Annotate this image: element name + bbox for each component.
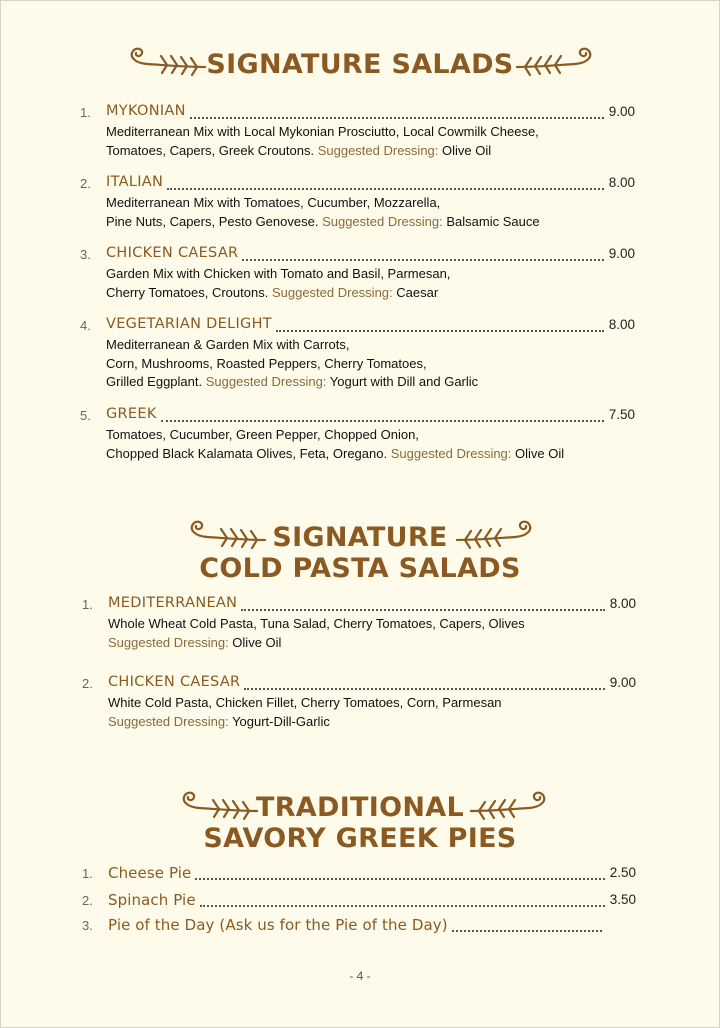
description-text: Balsamic Sauce bbox=[442, 213, 540, 229]
item-name: CHICKEN CAESAR bbox=[106, 245, 239, 261]
description-text: Yogurt-Dill-Garlic bbox=[228, 713, 330, 729]
description-text: Mediterranean & Garden Mix with Carrots, bbox=[106, 337, 350, 352]
item-price: 8.00 bbox=[609, 596, 636, 611]
description-line bbox=[108, 615, 525, 634]
description-text: Cherry Tomatoes, Croutons. bbox=[106, 284, 272, 300]
description-text: Grilled Eggplant. bbox=[106, 374, 206, 389]
item-number: 4. bbox=[80, 318, 91, 333]
section-title-signature-salads bbox=[1, 49, 719, 80]
leader-dots bbox=[190, 115, 604, 119]
description-line bbox=[106, 355, 478, 374]
description-text: Corn, Mushrooms, Roasted Peppers, Cherry Tomatoes, bbox=[106, 355, 427, 371]
item-number: 1. bbox=[82, 866, 93, 881]
item-description bbox=[108, 615, 525, 652]
item-name: VEGETARIAN DELIGHT bbox=[106, 316, 272, 332]
description-text: Olive Oil bbox=[228, 634, 282, 650]
item-number: 3. bbox=[80, 247, 91, 262]
section-title-cold-pasta-salads bbox=[1, 522, 719, 584]
description-line bbox=[106, 373, 478, 392]
item-number: 2. bbox=[82, 893, 93, 908]
item-number: 5. bbox=[80, 408, 91, 423]
item-description bbox=[106, 336, 478, 392]
description-line bbox=[108, 694, 502, 713]
item-name: Spinach Pie bbox=[108, 891, 196, 909]
description-line bbox=[106, 213, 540, 232]
leader-dots bbox=[244, 686, 605, 690]
item-name: Cheese Pie bbox=[108, 864, 192, 882]
description-text: Olive Oil bbox=[511, 445, 565, 461]
item-description bbox=[106, 194, 540, 231]
leader-dots bbox=[241, 607, 605, 611]
description-text: Tomatoes, Cucumber, Green Pepper, Chopped Onion, bbox=[106, 427, 419, 442]
item-name: Pie of the Day (Ask us for the Pie of the Day) bbox=[108, 916, 448, 934]
item-number: 1. bbox=[80, 105, 91, 120]
item-number: 2. bbox=[80, 176, 91, 191]
description-text: Chopped Black Kalamata Olives, Feta, Oregano. bbox=[106, 445, 391, 461]
leader-dots bbox=[167, 186, 604, 190]
description-line bbox=[106, 426, 564, 445]
leader-dots bbox=[161, 418, 604, 422]
section-title-line: TRADITIONAL bbox=[256, 792, 464, 823]
item-price: 3.50 bbox=[609, 892, 636, 907]
description-text: Tomatoes, Capers, Greek Croutons. bbox=[106, 142, 318, 158]
item-name: ITALIAN bbox=[106, 174, 164, 190]
laurel-branch-icon bbox=[185, 518, 269, 552]
description-text: Caesar bbox=[392, 284, 439, 300]
section-title-line: SIGNATURE bbox=[272, 522, 448, 553]
leader-dots bbox=[242, 257, 604, 261]
description-text: Olive Oil bbox=[438, 142, 492, 158]
item-price: 9.00 bbox=[608, 104, 635, 119]
item-number: 2. bbox=[82, 676, 93, 691]
leader-dots bbox=[452, 928, 602, 932]
description-text: Whole Wheat Cold Pasta, Tuna Salad, Cherry Tomatoes, Capers, Olives bbox=[108, 616, 525, 631]
item-name: CHICKEN CAESAR bbox=[108, 674, 241, 690]
item-price: 8.00 bbox=[608, 175, 635, 190]
laurel-branch-icon bbox=[177, 789, 261, 823]
description-line bbox=[106, 336, 478, 355]
description-line bbox=[108, 713, 502, 732]
laurel-branch-icon bbox=[453, 518, 537, 552]
suggested-dressing-label: Suggested Dressing: bbox=[108, 713, 229, 729]
description-text: Mediterranean Mix with Local Mykonian Prosciutto, Local Cowmilk Cheese, bbox=[106, 124, 539, 139]
item-price: 2.50 bbox=[609, 865, 636, 880]
description-line bbox=[106, 142, 539, 161]
suggested-dressing-label: Suggested Dressing: bbox=[322, 213, 443, 229]
suggested-dressing-label: Suggested Dressing: bbox=[271, 284, 393, 300]
item-name: MYKONIAN bbox=[106, 103, 186, 119]
description-line bbox=[106, 445, 564, 464]
item-price: 9.00 bbox=[608, 246, 635, 261]
leader-dots bbox=[276, 328, 604, 332]
suggested-dressing-label: Suggested Dressing: bbox=[390, 445, 512, 461]
section-title-line: SAVORY GREEK PIES bbox=[203, 823, 517, 854]
leader-dots bbox=[200, 903, 605, 907]
laurel-branch-icon bbox=[513, 45, 597, 79]
item-name: MEDITERRANEAN bbox=[108, 595, 238, 611]
suggested-dressing-label: Suggested Dressing: bbox=[205, 374, 327, 389]
description-line bbox=[106, 265, 450, 284]
item-description bbox=[106, 123, 539, 160]
item-description bbox=[106, 265, 450, 302]
laurel-branch-icon bbox=[125, 45, 209, 79]
description-text: White Cold Pasta, Chicken Fillet, Cherry Tomatoes, Corn, Parmesan bbox=[108, 695, 502, 710]
section-title-line: SIGNATURE SALADS bbox=[206, 49, 514, 80]
description-text: Garden Mix with Chicken with Tomato and Basil, Parmesan, bbox=[106, 266, 451, 281]
description-line bbox=[106, 123, 539, 142]
item-number: 1. bbox=[82, 597, 93, 612]
item-name: GREEK bbox=[106, 406, 157, 422]
description-text: Yogurt with Dill and Garlic bbox=[326, 374, 479, 389]
description-line bbox=[106, 284, 450, 303]
laurel-branch-icon bbox=[467, 789, 551, 823]
item-description bbox=[108, 694, 502, 731]
item-price: 9.00 bbox=[609, 675, 636, 690]
section-title-greek-pies bbox=[1, 792, 719, 854]
item-price: 7.50 bbox=[608, 407, 635, 422]
suggested-dressing-label: Suggested Dressing: bbox=[108, 634, 229, 650]
description-text: Pine Nuts, Capers, Pesto Genovese. bbox=[106, 213, 323, 229]
item-description bbox=[106, 426, 564, 463]
suggested-dressing-label: Suggested Dressing: bbox=[317, 142, 439, 158]
leader-dots bbox=[195, 876, 605, 880]
section-title-line: COLD PASTA SALADS bbox=[199, 553, 521, 584]
item-price: 8.00 bbox=[608, 317, 635, 332]
page-number: - 4 - bbox=[349, 969, 371, 983]
description-text: Mediterranean Mix with Tomatoes, Cucumber, Mozzarella, bbox=[106, 195, 441, 210]
description-line bbox=[106, 194, 540, 213]
item-number: 3. bbox=[82, 918, 93, 933]
description-line bbox=[108, 634, 525, 653]
